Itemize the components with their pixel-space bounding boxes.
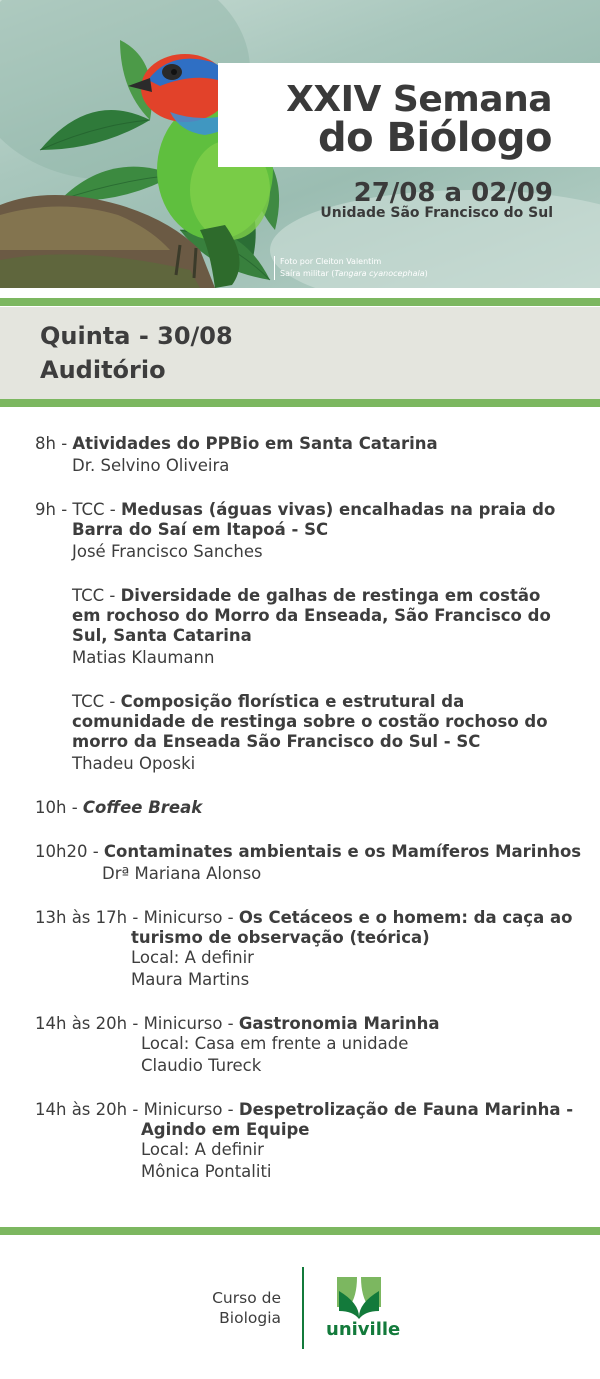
event-dates: 27/08 a 02/09 <box>353 178 553 208</box>
item-title-line2: Agindo em Equipe <box>141 1120 310 1139</box>
schedule-item-title <box>35 1014 440 1034</box>
item-title-cont <box>141 1120 310 1140</box>
schedule-item-title <box>35 842 581 862</box>
item-title: Os Cetáceos e o homem: da caça ao <box>238 908 573 927</box>
univille-logo-text: univille <box>326 1319 401 1340</box>
univille-book-icon <box>335 1277 383 1319</box>
species-name: Tangara cyanocephala <box>334 269 425 278</box>
item-speaker: Drª Mariana Alonso <box>102 864 262 883</box>
item-title: Contaminates ambientais e os Mamíferos Marinhos <box>103 842 582 861</box>
item-time: 13h às 17h - <box>35 908 144 927</box>
item-time: 9h - <box>35 500 73 519</box>
item-title-cont <box>72 520 328 540</box>
item-title: Gastronomia Marinha <box>238 1014 440 1033</box>
item-title-line3: Sul, Santa Catarina <box>72 626 252 645</box>
item-time: 10h - <box>35 798 83 817</box>
item-title: Atividades do PPBio em Santa Catarina <box>72 434 438 453</box>
item-title: Diversidade de galhas de restinga em costão <box>120 586 541 605</box>
divider-bottom <box>0 399 600 407</box>
item-time: 14h às 20h - <box>35 1014 144 1033</box>
item-title: Despetrolização de Fauna Marinha - <box>238 1100 574 1119</box>
item-title: Composição florística e estrutural da <box>120 692 465 711</box>
day-place: Auditório <box>40 356 166 384</box>
item-local: Local: Casa em frente a unidade <box>141 1034 409 1053</box>
item-prefix: TCC - <box>72 586 121 605</box>
item-title: Coffee Break <box>82 798 203 817</box>
header-banner <box>0 0 600 288</box>
footer-divider <box>0 1227 600 1235</box>
item-title-line2: Barra do Saí em Itapoá - SC <box>72 520 329 539</box>
item-speaker: Maura Martins <box>131 970 250 989</box>
day-date: Quinta - 30/08 <box>40 322 233 350</box>
item-title: Medusas (águas vivas) encalhadas na praia do <box>121 500 556 519</box>
item-prefix: Minicurso - <box>143 908 239 927</box>
item-title-cont <box>72 626 252 646</box>
species-prefix: Saíra militar ( <box>280 269 335 278</box>
item-speaker: Thadeu Oposki <box>72 754 196 773</box>
schedule-item-title <box>72 692 464 712</box>
schedule-item-title <box>35 1100 573 1120</box>
item-title-cont <box>131 928 430 948</box>
course-label-line2: Biologia <box>219 1309 281 1327</box>
item-title-line2: comunidade de restinga sobre o costão rochoso do <box>72 712 548 731</box>
item-speaker: Dr. Selvino Oliveira <box>72 456 230 475</box>
schedule-item-title <box>35 798 202 818</box>
item-local: Local: A definir <box>141 1140 264 1159</box>
schedule-item-title <box>35 908 572 928</box>
schedule-item-title <box>35 434 438 454</box>
photo-credit <box>274 256 428 280</box>
schedule-item-title <box>35 500 555 520</box>
item-speaker: José Francisco Sanches <box>72 542 263 561</box>
item-title-cont <box>72 606 551 626</box>
item-time: 8h - <box>35 434 73 453</box>
event-title-line1: XXIV Semana <box>286 79 552 120</box>
event-venue: Unidade São Francisco do Sul <box>320 205 553 221</box>
day-band <box>0 307 600 399</box>
species-suffix: ) <box>424 269 428 278</box>
item-title-cont <box>72 712 548 732</box>
divider-top <box>0 298 600 306</box>
photo-credit-species <box>280 268 428 280</box>
item-time: 10h20 - <box>35 842 104 861</box>
course-label-line1: Curso de <box>212 1289 281 1307</box>
item-prefix: Minicurso - <box>143 1014 239 1033</box>
schedule-item-title <box>72 586 540 606</box>
photo-credit-author: Foto por Cleiton Valentim <box>280 257 382 266</box>
item-prefix: TCC - <box>72 500 122 519</box>
item-speaker: Mônica Pontaliti <box>141 1162 272 1181</box>
item-time: 14h às 20h - <box>35 1100 144 1119</box>
item-title-line2: em rochoso do Morro da Enseada, São Francisco do <box>72 606 551 625</box>
item-prefix: Minicurso - <box>143 1100 239 1119</box>
item-speaker: Claudio Tureck <box>141 1056 262 1075</box>
item-title-line3: morro da Enseada São Francisco do Sul - SC <box>72 732 481 751</box>
item-prefix: TCC - <box>72 692 121 711</box>
footer-vertical-divider <box>302 1267 304 1349</box>
item-local: Local: A definir <box>131 948 254 967</box>
item-speaker: Matias Klaumann <box>72 648 215 667</box>
item-title-cont <box>72 732 480 752</box>
item-title-line2: turismo de observação (teórica) <box>131 928 430 947</box>
event-title-line2: do Biólogo <box>317 115 552 161</box>
